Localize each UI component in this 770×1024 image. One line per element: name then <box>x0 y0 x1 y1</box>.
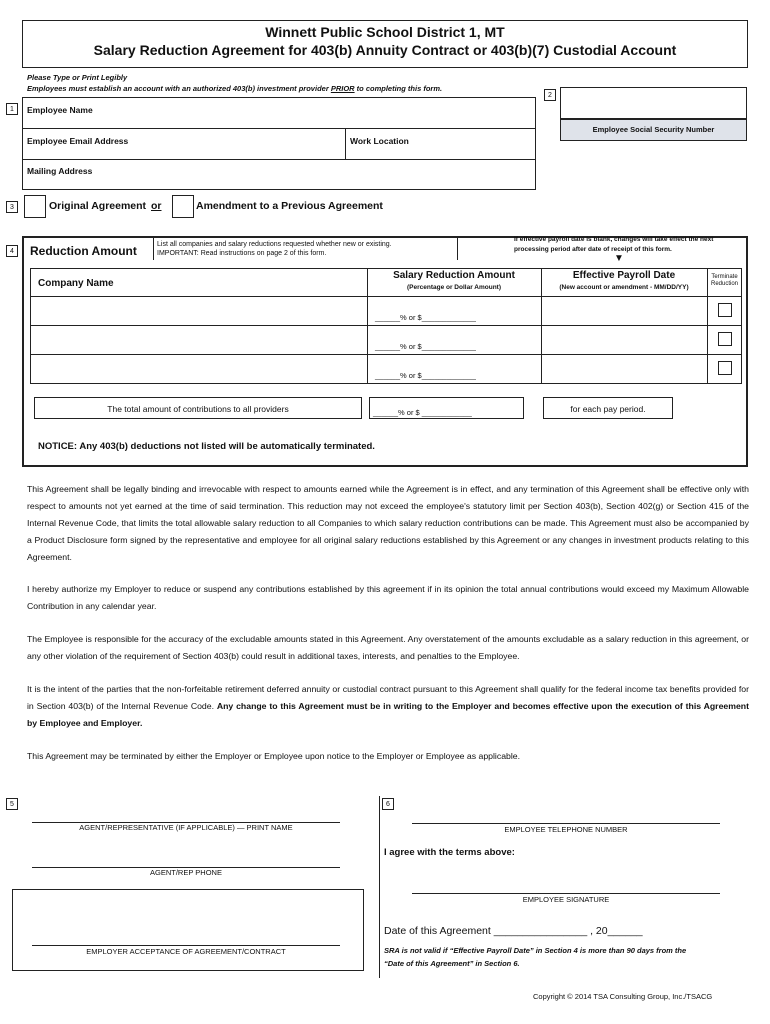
signature-line[interactable] <box>412 893 720 894</box>
or-label: or <box>151 200 162 212</box>
employee-email-field[interactable]: Employee Email Address <box>27 136 129 146</box>
amendment-label: Amendment to a Previous Agreement <box>196 200 383 212</box>
section-3-number: 3 <box>6 201 18 213</box>
row-3-terminate-checkbox[interactable] <box>718 361 732 375</box>
table-row-divider <box>30 354 742 355</box>
agent-name-label: AGENT/REPRESENTATIVE (IF APPLICABLE) — PRINT NAME <box>79 823 293 832</box>
original-agreement-checkbox[interactable] <box>24 195 46 218</box>
work-location-field[interactable]: Work Location <box>350 136 409 146</box>
section-6-divider <box>379 796 380 978</box>
section-5-number: 5 <box>6 798 18 810</box>
instruction-text-end: to completing this form. <box>354 84 443 93</box>
employee-name-field[interactable]: Employee Name <box>27 105 93 115</box>
notice-text: NOTICE: Any 403(b) deductions not listed will be automatically terminated. <box>38 441 375 452</box>
page-title: Winnett Public School District 1, MT <box>265 24 505 40</box>
intent-text-bold: Any change to this Agreement must be in writing to the Employer and becomes effective upon the execution of this Agreement by Employee and Employer. <box>27 701 749 728</box>
agent-phone-label: AGENT/REP PHONE <box>150 868 222 877</box>
divider <box>345 128 346 159</box>
ssn-label: Employee Social Security Number <box>592 125 715 134</box>
row-2-amount[interactable]: ______% or $_____________ <box>375 342 476 351</box>
payroll-note-1: If effective payroll date is blank, changes will take effect the next <box>514 236 714 243</box>
pay-period-label: for each pay period. <box>570 404 646 414</box>
row-3-amount[interactable]: ______% or $_____________ <box>375 371 476 380</box>
section-1-number: 1 <box>6 103 18 115</box>
ssn-input-box[interactable] <box>560 87 747 119</box>
total-contributions-label: The total amount of contributions to all providers <box>107 404 289 414</box>
paragraph-authorize: I hereby authorize my Employer to reduce or suspend any contributions established by this agreement if in its opinion the total annual contributions would exceed my Maximum Allowable Contribution in any calendar year. <box>27 584 749 611</box>
telephone-line[interactable] <box>412 823 720 824</box>
col-company-name: Company Name <box>38 278 114 289</box>
bracket-line-2: IMPORTANT: Read instructions on page 2 of this form. <box>157 250 327 257</box>
mailing-address-field[interactable]: Mailing Address <box>27 166 93 176</box>
paragraph-responsibility: The Employee is responsible for the accuracy of the excludable amounts stated in this Agreement. Any overstatement of the amounts excludable as a salary reduction in this agreement, or any other violation of the requirement of Section 403(b) could result in additional taxes, interests, and penalties to the Employee. <box>27 634 749 661</box>
validity-warning-2: “Date of this Agreement” in Section 6. <box>384 959 520 968</box>
instruction-text: Employees must establish an account with an authorized 403(b) investment provider <box>27 84 331 93</box>
employer-acceptance-label: EMPLOYER ACCEPTANCE OF AGREEMENT/CONTRACT <box>86 947 286 956</box>
employer-acceptance-line[interactable] <box>32 945 340 946</box>
col-effective-date: Effective Payroll Date <box>572 270 676 281</box>
paragraph-intent <box>27 681 749 732</box>
col-terminate-2: Reduction <box>710 281 739 287</box>
agreement-date-field[interactable]: Date of this Agreement ________________ , 20______ <box>384 925 643 937</box>
telephone-label: EMPLOYEE TELEPHONE NUMBER <box>504 825 628 834</box>
row-1-amount[interactable]: ______% or $_____________ <box>375 313 476 322</box>
validity-warning-1: SRA is not valid if “Effective Payroll Date” in Section 4 is more than 90 days from the <box>384 946 687 955</box>
down-arrow-icon: ▼ <box>614 253 624 264</box>
col-salary-reduction: Salary Reduction Amount <box>393 270 515 281</box>
intent-text: It is the intent of the parties that the non-forfeitable retirement deferred annuity or custodial contract pursuant to this Agreement shall qualify for the federal income tax benefits provided for in Section 403(b) of the Internal Revenue Code. <box>27 684 749 711</box>
reduction-amount-title: Reduction Amount <box>30 244 137 258</box>
employer-acceptance-box <box>12 889 364 971</box>
row-1-terminate-checkbox[interactable] <box>718 303 732 317</box>
copyright: Copyright © 2014 TSA Consulting Group, Inc./TSACG <box>533 992 713 1001</box>
amendment-checkbox[interactable] <box>172 195 194 218</box>
instruction-line-2 <box>27 84 442 93</box>
total-amount: ______% or $ ____________ <box>373 408 472 417</box>
table-row-divider <box>30 325 742 326</box>
section-6-number: 6 <box>382 798 394 810</box>
row-2-terminate-checkbox[interactable] <box>718 332 732 346</box>
col-terminate: Terminate <box>711 274 738 280</box>
original-agreement-label: Original Agreement <box>49 200 147 212</box>
divider <box>22 159 536 160</box>
col-salary-sub: (Percentage or Dollar Amount) <box>406 284 502 291</box>
divider <box>22 128 536 129</box>
col-effective-sub: (New account or amendment - MM/DD/YY) <box>559 284 689 291</box>
signature-label: EMPLOYEE SIGNATURE <box>522 895 610 904</box>
agree-terms-label: I agree with the terms above: <box>384 847 515 858</box>
section-2-number: 2 <box>544 89 556 101</box>
paragraph-binding: This Agreement shall be legally binding and irrevocable with respect to amounts earned while the Agreement is in effect, and any termination of this Agreement shall be effective only with respect to amounts not yet earned at the time of said termination. This reduction may not exceed the employee's statutory limit per Section 403(b), Section 402(g) or Section 415 of the Internal Revenue Code, that limits the total allowable salary reduction to all Companies to which salary reduction contributions can be made. This Agreement must also be accompanied by a Product Disclosure form signed by the representative and employee for all original salary reductions established by this Agreement or any changes in investment products relating to this Agreement. <box>27 484 749 562</box>
payroll-note-2: processing period after date of receipt of this form. <box>514 246 672 253</box>
page-subtitle: Salary Reduction Agreement for 403(b) Annuity Contract or 403(b)(7) Custodial Account <box>93 42 677 58</box>
paragraph-termination: This Agreement may be terminated by either the Employer or Employee upon notice to the Employer or Employee as applicable. <box>27 751 521 761</box>
table-row-divider <box>30 296 742 297</box>
instruction-line-1: Please Type or Print Legibly <box>27 73 128 82</box>
instruction-prior: PRIOR <box>330 84 355 93</box>
bracket-line-1: List all companies and salary reductions requested whether new or existing. <box>157 241 392 248</box>
section-4-number: 4 <box>6 245 18 257</box>
